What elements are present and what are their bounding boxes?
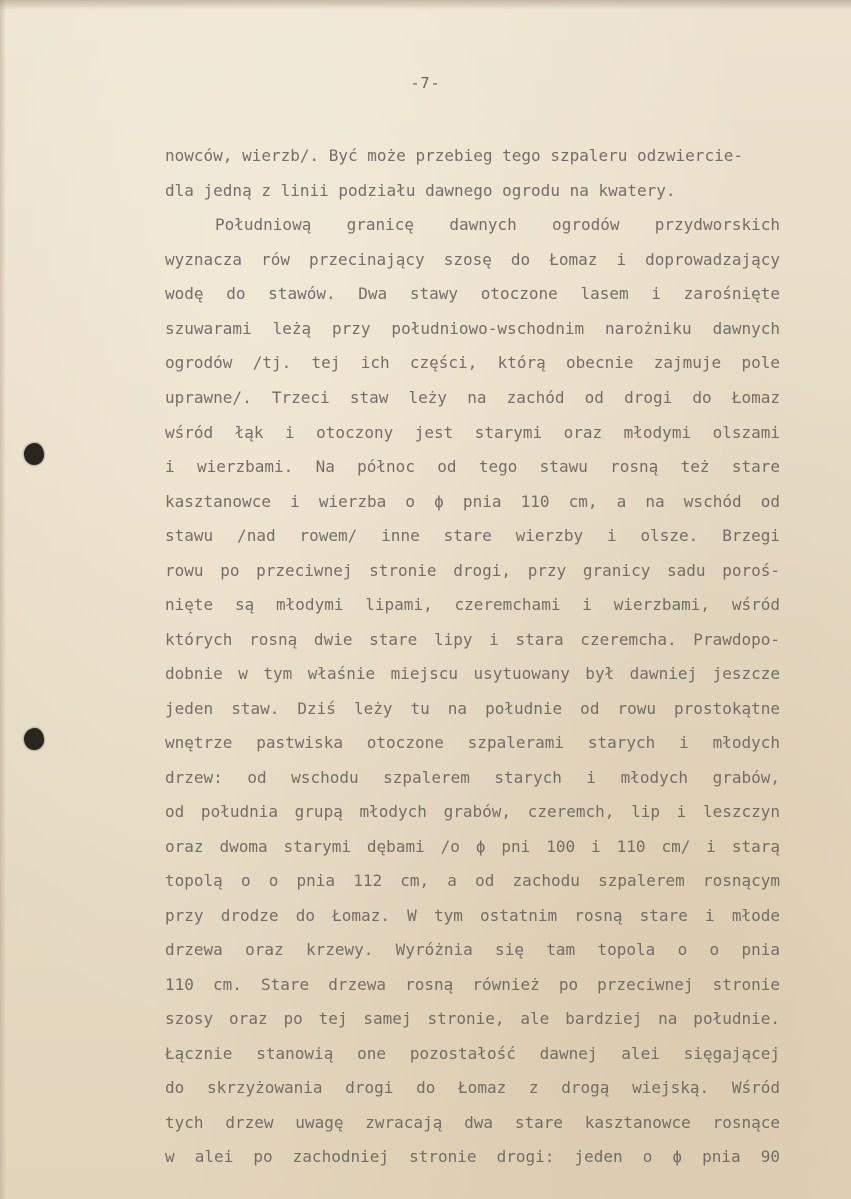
- text-line: wodę do stawów. Dwa stawy otoczone lasem i zarośnięte: [165, 284, 780, 303]
- text-line: przy drodze do Łomaz. W tym ostatnim rosną stare i młode: [165, 906, 780, 925]
- text-line: od południa grupą młodych grabów, czeremch, lip i leszczyn: [165, 802, 780, 821]
- paper-top-edge: [0, 0, 851, 10]
- text-line: stawu /nad rowem/ inne stare wierzby i olsze. Brzegi: [165, 526, 780, 545]
- text-line: nięte są młodymi lipami, czeremchami i wierzbami, wśród: [165, 595, 780, 614]
- text-line: tych drzew uwagę zwracają dwa stare kasztanowce rosnące: [165, 1113, 780, 1132]
- text-line: do skrzyżowania drogi do Łomaz z drogą wiejską. Wśród: [165, 1078, 780, 1097]
- paper-left-edge: [0, 0, 6, 1199]
- text-line: rowu po przeciwnej stronie drogi, przy granicy sadu poroś-: [165, 561, 780, 580]
- text-line: Łącznie stanowią one pozostałość dawnej alei sięgającej: [165, 1044, 780, 1063]
- text-line: i wierzbami. Na północ od tego stawu rosną też stare: [165, 457, 780, 476]
- text-line: wyznacza rów przecinający szosę do Łomaz i doprowadzający: [165, 250, 780, 269]
- punch-hole-icon: [24, 443, 44, 465]
- text-line: drzew: od wschodu szpalerem starych i młodych grabów,: [165, 768, 780, 787]
- text-line: nowców, wierzb/. Być może przebieg tego szpaleru odzwiercie-: [165, 146, 743, 165]
- text-line: 110 cm. Stare drzewa rosną również po przeciwnej stronie: [165, 975, 780, 994]
- text-line: dla jedną z linii podziału dawnego ogrodu na kwatery.: [165, 181, 676, 200]
- page-number: -7-: [410, 74, 441, 92]
- text-line: drzewa oraz krzewy. Wyróżnia się tam topola o o pnia: [165, 940, 780, 959]
- text-line: których rosną dwie stare lipy i stara czeremcha. Prawdopo-: [165, 630, 780, 649]
- text-line: Południową granicę dawnych ogrodów przydworskich: [215, 215, 780, 234]
- text-line: dobnie w tym właśnie miejscu usytuowany był dawniej jeszcze: [165, 664, 780, 683]
- text-line: uprawne/. Trzeci staw leży na zachód od drogi do Łomaz: [165, 388, 780, 407]
- text-line: wnętrze pastwiska otoczone szpalerami starych i młodych: [165, 733, 780, 752]
- text-line: ogrodów /tj. tej ich części, którą obecnie zajmuje pole: [165, 353, 780, 372]
- punch-hole-icon: [24, 728, 44, 750]
- text-line: jeden staw. Dziś leży tu na południe od rowu prostokątne: [165, 699, 780, 718]
- text-line: kasztanowce i wierzba o ϕ pnia 110 cm, a na wschód od: [165, 492, 780, 511]
- text-line: topolą o o pnia 112 cm, a od zachodu szpalerem rosnącym: [165, 871, 780, 890]
- text-line: szuwarami leżą przy południowo-wschodnim narożniku dawnych: [165, 319, 780, 338]
- text-line: w alei po zachodniej stronie drogi: jeden o ϕ pnia 90: [165, 1147, 780, 1166]
- text-line: szosy oraz po tej samej stronie, ale bardziej na południe.: [165, 1009, 780, 1028]
- text-line: wśród łąk i otoczony jest starymi oraz młodymi olszami: [165, 423, 780, 442]
- text-line: oraz dwoma starymi dębami /o ϕ pni 100 i 110 cm/ i starą: [165, 837, 780, 856]
